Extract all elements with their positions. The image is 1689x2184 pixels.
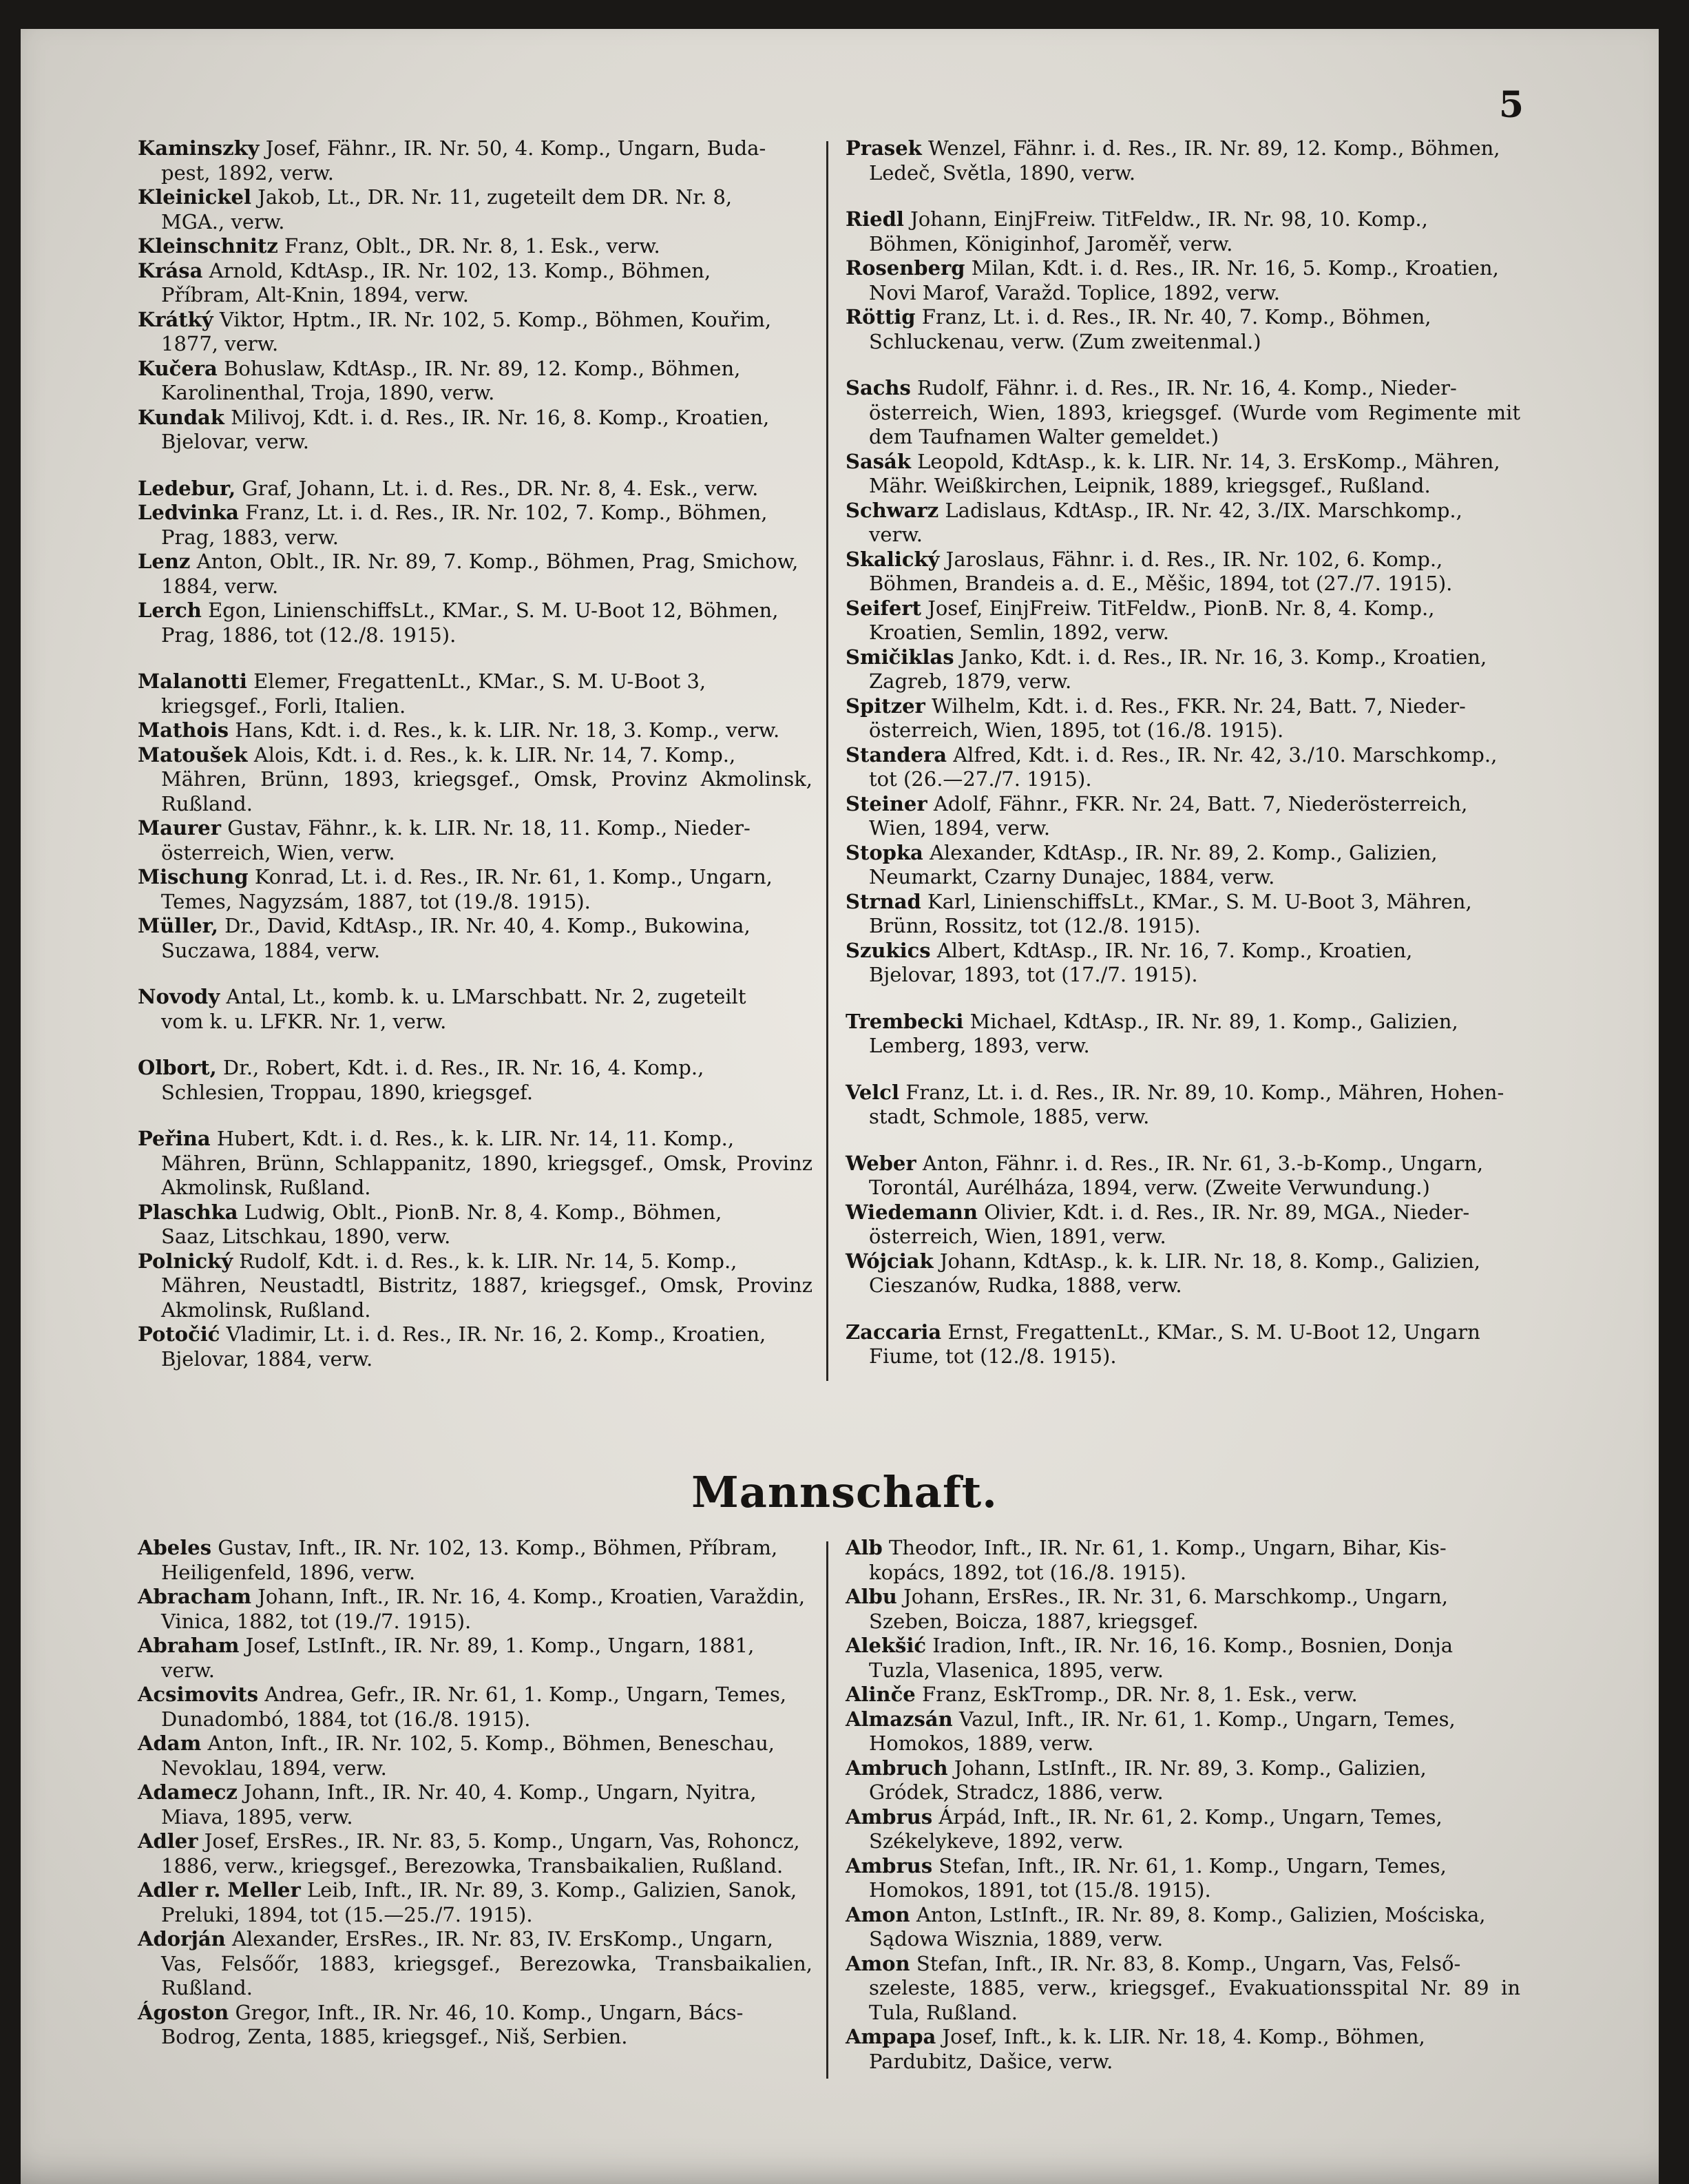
entry-details: Gustav, Inft., IR. Nr. 102, 13. Komp., Böhmen, Příbram, <box>211 1536 778 1559</box>
entry-surname: Rosenberg <box>846 256 965 280</box>
entry-continuation: vom k. u. LFKR. Nr. 1, verw. <box>161 1009 447 1033</box>
entry-continuation: Sądowa Wisznia, 1889, verw. <box>869 1927 1164 1951</box>
entry-details: Arnold, KdtAsp., IR. Nr. 102, 13. Komp., Böhmen, <box>202 258 711 282</box>
list-entry <box>138 985 812 1034</box>
list-entry <box>138 718 812 743</box>
entry-surname: Mathois <box>138 718 229 742</box>
entry-details: Ludwig, Oblt., PionB. Nr. 8, 4. Komp., Böhmen, <box>238 1200 722 1224</box>
entry-surname: Krátký <box>138 307 213 331</box>
list-entry <box>846 2025 1520 2074</box>
entry-surname: Ambruch <box>846 1756 948 1780</box>
entry-continuation: Cieszanów, Rudka, 1888, verw. <box>869 1273 1182 1297</box>
list-entry <box>846 1952 1520 2026</box>
entry-details: Rudolf, Fähnr. i. d. Res., IR. Nr. 16, 4. Komp., Nieder- <box>910 376 1457 399</box>
entry-continuation: Mähren, Brünn, Schlappanitz, 1890, kriegsgef., Omsk, Provinz Akmolinsk, Rußland. <box>161 1151 812 1199</box>
entry-details: Anton, Oblt., IR. Nr. 89, 7. Komp., Böhmen, Prag, Smichow, <box>190 550 799 573</box>
entry-details: Olivier, Kdt. i. d. Res., IR. Nr. 89, MGA., Nieder- <box>977 1200 1470 1224</box>
entry-surname: Weber <box>846 1151 916 1175</box>
entry-details: Franz, Lt. i. d. Res., IR. Nr. 89, 10. Komp., Mähren, Hohen- <box>899 1080 1504 1104</box>
list-entry <box>138 1322 812 1371</box>
entry-surname: Zaccaria <box>846 1320 942 1344</box>
entry-surname: Steiner <box>846 791 927 815</box>
list-entry <box>138 599 812 647</box>
entry-details: Andrea, Gefr., IR. Nr. 61, 1. Komp., Ungarn, Temes, <box>258 1683 787 1706</box>
list-entry <box>846 1200 1520 1249</box>
entry-surname: Sachs <box>846 376 911 399</box>
entry-surname: Lenz <box>138 550 191 573</box>
section-heading: Mannschaft. <box>691 1467 998 1517</box>
entry-surname: Alb <box>846 1536 883 1559</box>
entry-surname: Plaschka <box>138 1200 238 1224</box>
entry-continuation: österreich, Wien, 1893, kriegsgef. (Wurde vom Regimente mit dem Taufnamen Walter gemeldet.) <box>869 400 1520 448</box>
entry-surname: Peřina <box>138 1127 211 1150</box>
entry-continuation: Böhmen, Brandeis a. d. E., Měšic, 1894, tot (27./7. 1915). <box>869 572 1453 595</box>
entry-continuation: Homokos, 1889, verw. <box>869 1731 1094 1755</box>
entry-surname: Strnad <box>846 889 921 913</box>
entry-surname: Abeles <box>138 1536 212 1559</box>
entry-surname: Ledvinka <box>138 501 239 524</box>
entry-details: Wenzel, Fähnr. i. d. Res., IR. Nr. 89, 12. Komp., Böhmen, <box>921 136 1500 160</box>
entry-details: Johann, ErsRes., IR. Nr. 31, 6. Marschkomp., Ungarn, <box>896 1585 1448 1608</box>
entry-surname: Röttig <box>846 305 916 329</box>
page-number: 5 <box>1498 84 1524 126</box>
entry-surname: Acsimovits <box>138 1683 259 1706</box>
entry-details: Franz, Oblt., DR. Nr. 8, 1. Esk., verw. <box>277 234 660 258</box>
entry-details: Josef, ErsRes., IR. Nr. 83, 5. Komp., Ungarn, Vas, Rohoncz, <box>198 1829 800 1853</box>
list-entry <box>138 477 812 501</box>
entry-surname: Ledebur, <box>138 476 236 500</box>
entry-surname: Abracham <box>138 1585 252 1608</box>
list-entry <box>846 256 1520 305</box>
entry-details: Jakob, Lt., DR. Nr. 11, zugeteilt dem DR. Nr. 8, <box>251 185 733 209</box>
entry-details: Rudolf, Kdt. i. d. Res., k. k. LIR. Nr. 14, 5. Komp., <box>233 1249 737 1273</box>
entry-surname: Velcl <box>846 1080 899 1104</box>
entry-continuation: Schluckenau, verw. (Zum zweitenmal.) <box>869 329 1261 353</box>
entry-surname: Wiedemann <box>846 1200 978 1224</box>
list-entry <box>846 305 1520 354</box>
list-entry <box>846 207 1520 256</box>
list-entry <box>138 406 812 455</box>
entry-surname: Alinče <box>846 1683 916 1706</box>
list-entry <box>846 596 1520 645</box>
list-entry <box>138 1249 812 1323</box>
entry-continuation: Tuzla, Vlasenica, 1895, verw. <box>869 1658 1164 1682</box>
entry-details: Alfred, Kdt. i. d. Res., IR. Nr. 42, 3./10. Marschkomp., <box>947 742 1498 767</box>
entry-continuation: Gródek, Stradcz, 1886, verw. <box>869 1780 1164 1804</box>
entry-surname: Polnický <box>138 1249 233 1273</box>
entry-continuation: Bjelovar, verw. <box>161 430 309 453</box>
officers-column-left <box>138 136 812 1371</box>
list-entry <box>138 2001 812 2050</box>
men-column-right <box>846 1536 1520 2074</box>
entry-surname: Wójciak <box>846 1249 934 1273</box>
men-column-left <box>138 1536 812 2050</box>
entry-surname: Adam <box>138 1731 202 1755</box>
list-entry <box>846 1756 1520 1805</box>
entry-surname: Matoušek <box>138 742 248 767</box>
list-entry <box>846 548 1520 596</box>
list-entry <box>138 259 812 308</box>
list-entry <box>846 136 1520 185</box>
entry-surname: Schwarz <box>846 498 939 522</box>
entry-details: Viktor, Hptm., IR. Nr. 102, 5. Komp., Böhmen, Kouřim, <box>213 307 772 331</box>
entry-surname: Novody <box>138 985 220 1008</box>
entry-continuation: Příbram, Alt-Knin, 1894, verw. <box>161 283 469 306</box>
entry-surname: Müller, <box>138 914 218 937</box>
list-entry <box>138 914 812 963</box>
entry-continuation: 1877, verw. <box>161 332 279 355</box>
entry-continuation: österreich, Wien, 1891, verw. <box>869 1225 1166 1248</box>
list-entry <box>138 1927 812 2001</box>
entry-details: Jaroslaus, Fähnr. i. d. Res., IR. Nr. 102, 6. Komp., <box>939 547 1443 571</box>
entry-continuation: Brünn, Rossitz, tot (12./8. 1915). <box>869 914 1201 937</box>
entry-continuation: Bodrog, Zenta, 1885, kriegsgef., Niš, Serbien. <box>161 2025 628 2048</box>
list-entry <box>138 185 812 234</box>
list-entry <box>846 1320 1520 1369</box>
entry-continuation: Mähren, Brünn, 1893, kriegsgef., Omsk, Provinz Akmolinsk, Rußland. <box>161 767 812 815</box>
entry-details: Gustav, Fähnr., k. k. LIR. Nr. 18, 11. Komp., Nieder- <box>220 816 751 840</box>
entry-details: Josef, LstInft., IR. Nr. 89, 1. Komp., Ungarn, 1881, <box>239 1634 755 1657</box>
entry-continuation: Vas, Felsőőr, 1883, kriegsgef., Berezowka, Transbaikalien, Rußland. <box>161 1951 812 1999</box>
entry-details: Adolf, Fähnr., FKR. Nr. 24, Batt. 7, Niederösterreich, <box>927 791 1468 815</box>
list-entry <box>138 501 812 550</box>
entry-continuation: Bjelovar, 1884, verw. <box>161 1346 373 1371</box>
entry-surname: Adorján <box>138 1927 226 1951</box>
list-entry <box>138 743 812 817</box>
list-entry <box>846 1903 1520 1952</box>
list-entry <box>138 816 812 865</box>
entry-surname: Amon <box>846 1902 910 1926</box>
entry-surname: Krása <box>138 258 203 282</box>
entry-details: Anton, Fähnr. i. d. Res., IR. Nr. 61, 3.-b-Komp., Ungarn, <box>916 1151 1484 1175</box>
entry-details: Janko, Kdt. i. d. Res., IR. Nr. 16, 3. Komp., Kroatien, <box>954 645 1487 669</box>
entry-continuation: pest, 1892, verw. <box>161 160 334 185</box>
entry-continuation: Prag, 1883, verw. <box>161 525 339 549</box>
list-entry <box>138 1683 812 1731</box>
entry-details: Konrad, Lt. i. d. Res., IR. Nr. 61, 1. Komp., Ungarn, <box>248 865 773 888</box>
entry-continuation: 1884, verw. <box>161 574 279 598</box>
entry-surname: Alekšić <box>846 1634 927 1657</box>
list-entry <box>846 450 1520 499</box>
entry-surname: Lerch <box>138 599 202 622</box>
entry-continuation: Miava, 1895, verw. <box>161 1805 353 1829</box>
entry-surname: Sasák <box>846 449 911 473</box>
list-entry <box>138 1585 812 1634</box>
entry-details: Franz, EskTromp., DR. Nr. 8, 1. Esk., verw. <box>915 1683 1358 1706</box>
list-entry <box>138 357 812 406</box>
entry-details: Ladislaus, KdtAsp., IR. Nr. 42, 3./IX. Marschkomp., <box>938 498 1462 522</box>
entry-surname: Szukics <box>846 938 931 962</box>
officers-column-right <box>846 136 1520 1369</box>
entry-details: Wilhelm, Kdt. i. d. Res., FKR. Nr. 24, Batt. 7, Nieder- <box>925 694 1466 718</box>
list-entry <box>138 234 812 259</box>
entry-surname: Amon <box>846 1951 910 1975</box>
list-entry <box>846 890 1520 939</box>
list-entry <box>138 136 812 185</box>
list-entry <box>138 865 812 914</box>
entry-details: Milan, Kdt. i. d. Res., IR. Nr. 16, 5. Komp., Kroatien, <box>965 256 1499 280</box>
entry-details: Hans, Kdt. i. d. Res., k. k. LIR. Nr. 18, 3. Komp., verw. <box>229 718 780 742</box>
entry-surname: Kleinickel <box>138 185 252 209</box>
list-entry <box>138 1127 812 1200</box>
entry-details: Graf, Johann, Lt. i. d. Res., DR. Nr. 8, 4. Esk., verw. <box>235 476 759 500</box>
entry-details: Josef, EinjFreiw. TitFeldw., PionB. Nr. 8, 4. Komp., <box>921 596 1435 620</box>
entry-continuation: kriegsgef., Forli, Italien. <box>161 694 406 718</box>
entry-surname: Kundak <box>138 405 224 429</box>
entry-details: Hubert, Kdt. i. d. Res., k. k. LIR. Nr. 14, 11. Komp., <box>210 1127 735 1150</box>
entry-continuation: verw. <box>869 523 923 546</box>
entry-details: Árpád, Inft., IR. Nr. 61, 2. Komp., Ungarn, Temes, <box>932 1805 1443 1829</box>
list-entry <box>846 939 1520 988</box>
list-entry <box>138 1536 812 1585</box>
list-entry <box>138 1056 812 1105</box>
scan-edge-top <box>0 0 1689 29</box>
entry-surname: Adler <box>138 1829 198 1853</box>
entry-details: Josef, Fähnr., IR. Nr. 50, 4. Komp., Ungarn, Buda- <box>259 136 766 160</box>
list-entry <box>846 1634 1520 1683</box>
entry-continuation: Torontál, Aurélháza, 1894, verw. (Zweite Verwundung.) <box>869 1176 1430 1199</box>
entry-surname: Adler r. Meller <box>138 1878 301 1902</box>
entry-surname: Skalický <box>846 547 940 571</box>
entry-continuation: szeleste, 1885, verw., kriegsgef., Evakuationsspital Nr. 89 in Tula, Rußland. <box>869 1976 1520 2024</box>
column-divider-officers <box>826 141 828 1381</box>
entry-surname: Kleinschnitz <box>138 234 278 258</box>
scan-edge-right <box>1659 0 1689 2184</box>
entry-continuation: stadt, Schmole, 1885, verw. <box>869 1105 1150 1128</box>
entry-details: Alexander, KdtAsp., IR. Nr. 89, 2. Komp., Galizien, <box>923 840 1438 864</box>
list-entry <box>138 669 812 718</box>
entry-details: Stefan, Inft., IR. Nr. 83, 8. Komp., Ungarn, Vas, Felső- <box>910 1951 1461 1975</box>
entry-details: Johann, Inft., IR. Nr. 16, 4. Komp., Kroatien, Varaždin, <box>251 1585 806 1608</box>
entry-details: Johann, KdtAsp., k. k. LIR. Nr. 18, 8. Komp., Galizien, <box>933 1249 1480 1273</box>
list-entry <box>138 308 812 357</box>
entry-surname: Standera <box>846 742 947 767</box>
entry-continuation: Karolinenthal, Troja, 1890, verw. <box>161 381 495 404</box>
entry-continuation: Suczawa, 1884, verw. <box>161 938 381 962</box>
entry-continuation: Szeben, Boicza, 1887, kriegsgef. <box>869 1609 1199 1633</box>
entry-continuation: Mähr. Weißkirchen, Leipnik, 1889, kriegsgef., Rußland. <box>869 474 1431 497</box>
entry-surname: Prasek <box>846 136 922 160</box>
entry-continuation: Novi Marof, Varažd. Toplice, 1892, verw. <box>869 280 1280 304</box>
entry-details: Vladimir, Lt. i. d. Res., IR. Nr. 16, 2. Komp., Kroatien, <box>220 1322 766 1346</box>
entry-surname: Abraham <box>138 1634 240 1657</box>
entry-details: Antal, Lt., komb. k. u. LMarschbatt. Nr. 2, zugeteilt <box>220 985 746 1008</box>
entry-continuation: MGA., verw. <box>161 209 285 233</box>
entry-details: Johann, EinjFreiw. TitFeldw., IR. Nr. 98, 10. Komp., <box>903 207 1428 231</box>
entry-continuation: Prag, 1886, tot (12./8. 1915). <box>161 623 457 647</box>
list-entry <box>846 376 1520 450</box>
entry-details: Josef, Inft., k. k. LIR. Nr. 18, 4. Komp., Böhmen, <box>936 2025 1425 2048</box>
scan-edge-left <box>0 0 21 2184</box>
list-entry <box>846 645 1520 694</box>
entry-continuation: Fiume, tot (12./8. 1915). <box>869 1344 1117 1368</box>
entry-details: Alexander, ErsRes., IR. Nr. 83, IV. ErsKomp., Ungarn, <box>225 1927 774 1951</box>
list-entry <box>846 743 1520 792</box>
list-entry <box>846 1805 1520 1854</box>
entry-details: Iradion, Inft., IR. Nr. 16, 16. Komp., Bosnien, Donja <box>926 1634 1453 1657</box>
entry-details: Egon, LinienschiffsLt., KMar., S. M. U-Boot 12, Böhmen, <box>201 599 779 622</box>
entry-surname: Kučera <box>138 356 218 380</box>
entry-surname: Trembecki <box>846 1009 964 1033</box>
list-entry <box>846 1249 1520 1298</box>
entry-details: Stefan, Inft., IR. Nr. 61, 1. Komp., Ungarn, Temes, <box>932 1853 1447 1878</box>
entry-continuation: Preluki, 1894, tot (15.—25./7. 1915). <box>161 1902 533 1926</box>
entry-details: Dr., David, KdtAsp., IR. Nr. 40, 4. Komp., Bukowina, <box>218 914 751 937</box>
entry-continuation: Székelykeve, 1892, verw. <box>869 1829 1124 1853</box>
list-entry <box>846 1010 1520 1059</box>
entry-details: Johann, Inft., IR. Nr. 40, 4. Komp., Ungarn, Nyitra, <box>237 1780 757 1804</box>
entry-continuation: Schlesien, Troppau, 1890, kriegsgef. <box>161 1080 534 1104</box>
entry-surname: Ambrus <box>846 1805 933 1829</box>
entry-details: Theodor, Inft., IR. Nr. 61, 1. Komp., Ungarn, Bihar, Kis- <box>882 1536 1447 1559</box>
list-entry <box>138 550 812 599</box>
entry-details: Franz, Lt. i. d. Res., IR. Nr. 40, 7. Komp., Böhmen, <box>915 305 1431 329</box>
entry-surname: Adamecz <box>138 1780 238 1804</box>
entry-details: Franz, Lt. i. d. Res., IR. Nr. 102, 7. Komp., Böhmen, <box>238 501 768 524</box>
list-entry <box>846 1585 1520 1634</box>
entry-continuation: Temes, Nagyzsám, 1887, tot (19./8. 1915). <box>161 889 591 913</box>
entry-surname: Mischung <box>138 865 249 888</box>
entry-details: Elemer, FregattenLt., KMar., S. M. U-Boot 3, <box>246 669 706 693</box>
list-entry <box>846 841 1520 890</box>
entry-details: Gregor, Inft., IR. Nr. 46, 10. Komp., Ungarn, Bács- <box>229 2000 744 2024</box>
entry-continuation: Zagreb, 1879, verw. <box>869 669 1072 693</box>
list-entry <box>846 792 1520 841</box>
entry-continuation: Saaz, Litschkau, 1890, verw. <box>161 1225 451 1248</box>
entry-continuation: Bjelovar, 1893, tot (17./7. 1915). <box>869 963 1198 986</box>
entry-continuation: Wien, 1894, verw. <box>869 816 1051 840</box>
list-entry <box>846 1152 1520 1200</box>
entry-details: Dr., Robert, Kdt. i. d. Res., IR. Nr. 16, 4. Komp., <box>216 1056 704 1079</box>
entry-continuation: kopács, 1892, tot (16./8. 1915). <box>869 1560 1187 1584</box>
list-entry <box>846 1081 1520 1130</box>
entry-continuation: Heiligenfeld, 1896, verw. <box>161 1560 416 1584</box>
entry-continuation: Neumarkt, Czarny Dunajec, 1884, verw. <box>869 865 1275 888</box>
list-entry <box>138 1731 812 1780</box>
entry-continuation: Mähren, Neustadtl, Bistritz, 1887, kriegsgef., Omsk, Provinz Akmolinsk, Rußland. <box>161 1273 812 1322</box>
entry-surname: Seifert <box>846 596 922 620</box>
entry-details: Leopold, KdtAsp., k. k. LIR. Nr. 14, 3. ErsKomp., Mähren, <box>910 449 1500 473</box>
entry-continuation: Böhmen, Königinhof, Jaroměř, verw. <box>869 231 1233 256</box>
entry-surname: Maurer <box>138 816 221 840</box>
list-entry <box>846 1707 1520 1756</box>
entry-continuation: Nevoklau, 1894, verw. <box>161 1756 387 1780</box>
entry-continuation: Dunadombó, 1884, tot (16./8. 1915). <box>161 1707 531 1731</box>
entry-surname: Smičiklas <box>846 645 954 669</box>
entry-continuation: österreich, Wien, verw. <box>161 840 395 864</box>
entry-surname: Potočić <box>138 1322 220 1346</box>
list-entry <box>846 1683 1520 1707</box>
entry-surname: Stopka <box>846 840 923 864</box>
entry-surname: Ambrus <box>846 1853 933 1878</box>
entry-surname: Malanotti <box>138 669 247 693</box>
list-entry <box>138 1829 812 1878</box>
entry-continuation: Kroatien, Semlin, 1892, verw. <box>869 621 1169 644</box>
list-entry <box>846 694 1520 743</box>
entry-details: Michael, KdtAsp., IR. Nr. 89, 1. Komp., Galizien, <box>963 1009 1458 1033</box>
entry-details: Ernst, FregattenLt., KMar., S. M. U-Boot 12, Ungarn <box>941 1320 1480 1344</box>
list-entry <box>846 1854 1520 1903</box>
entry-surname: Almazsán <box>846 1707 953 1731</box>
list-entry <box>138 1200 812 1249</box>
entry-details: Albert, KdtAsp., IR. Nr. 16, 7. Komp., Kroatien, <box>930 938 1413 962</box>
entry-continuation: 1886, verw., kriegsgef., Berezowka, Transbaikalien, Rußland. <box>161 1853 784 1878</box>
entry-details: Karl, LinienschiffsLt., KMar., S. M. U-Boot 3, Mähren, <box>921 889 1472 913</box>
entry-continuation: Ledeč, Světla, 1890, verw. <box>869 160 1136 185</box>
entry-surname: Spitzer <box>846 694 925 718</box>
list-entry <box>846 499 1520 548</box>
entry-continuation: Pardubitz, Dašice, verw. <box>869 2049 1113 2073</box>
entry-continuation: tot (26.—27./7. 1915). <box>869 767 1092 791</box>
entry-details: Bohuslaw, KdtAsp., IR. Nr. 89, 12. Komp., Böhmen, <box>217 356 741 380</box>
entry-details: Vazul, Inft., IR. Nr. 61, 1. Komp., Ungarn, Temes, <box>952 1707 1456 1731</box>
entry-surname: Ampapa <box>846 2025 936 2048</box>
entry-surname: Riedl <box>846 207 904 231</box>
entry-continuation: Vinica, 1882, tot (19./7. 1915). <box>161 1609 472 1633</box>
list-entry <box>846 1536 1520 1585</box>
entry-details: Leib, Inft., IR. Nr. 89, 3. Komp., Galizien, Sanok, <box>300 1878 797 1902</box>
entry-details: Anton, LstInft., IR. Nr. 89, 8. Komp., Galizien, Mościska, <box>910 1902 1486 1926</box>
entry-continuation: Homokos, 1891, tot (15./8. 1915). <box>869 1878 1211 1902</box>
entry-continuation: Lemberg, 1893, verw. <box>869 1034 1090 1057</box>
column-divider-men <box>826 1541 828 2079</box>
entry-continuation: österreich, Wien, 1895, tot (16./8. 1915). <box>869 718 1284 742</box>
entry-details: Alois, Kdt. i. d. Res., k. k. LIR. Nr. 14, 7. Komp., <box>247 742 736 767</box>
entry-details: Milivoj, Kdt. i. d. Res., IR. Nr. 16, 8. Komp., Kroatien, <box>224 405 770 429</box>
entry-surname: Albu <box>846 1585 897 1608</box>
entry-details: Anton, Inft., IR. Nr. 102, 5. Komp., Böhmen, Beneschau, <box>201 1731 775 1755</box>
entry-surname: Ágoston <box>138 2000 229 2024</box>
list-entry <box>138 1780 812 1829</box>
entry-continuation: verw. <box>161 1658 216 1682</box>
entry-details: Johann, LstInft., IR. Nr. 89, 3. Komp., Galizien, <box>947 1756 1427 1780</box>
list-entry <box>138 1878 812 1927</box>
entry-surname: Olbort, <box>138 1056 217 1079</box>
entry-surname: Kaminszky <box>138 136 260 160</box>
list-entry <box>138 1634 812 1683</box>
